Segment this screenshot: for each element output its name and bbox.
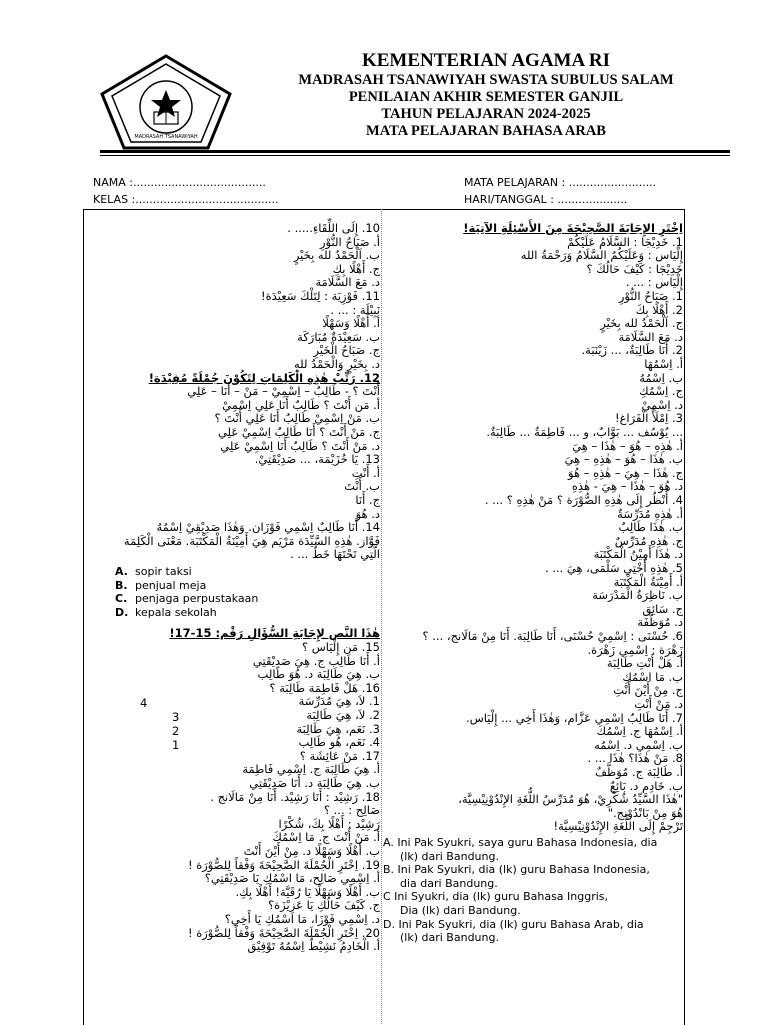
question-line: ج. مِنْ أَيْنَ أَنْتِ [613, 683, 683, 698]
question-line: ج. كَيْفَ حَالُكِ يَا عَزِيْزَة؟ [268, 898, 380, 913]
question-line: 1. لاَ، هِيَ مُدَرِّسَة [298, 694, 380, 709]
option-letter: D. [115, 605, 129, 619]
question-line: د. هٰذَا أَمِيْنُ الْمَكْتَبَة [593, 547, 683, 562]
question-line: إِلْيَاس : وَعَلَيْكُمُ السَّلَامُ وَرَحْمَةُ الله [520, 248, 683, 263]
question-line: د. مُوَظَّفَة [637, 615, 683, 630]
question-line: 3. نَعَم، هِيَ طَالِبَة [296, 721, 380, 736]
question-line: ب. أَهْلًا وَسَهْلًا يَا رُقَيَّة! أَهْلًا بِكِ. [235, 884, 380, 899]
question-line: إِلْيَاس : ... . [625, 275, 683, 290]
question-line: ... يُوْسُف ... بَوَّابٌ، و ... فَاطِمَةُ ... طَالِبَةٌ. [486, 425, 683, 439]
question-line: 12. رَتِّبْ هٰذِهِ الْكَلِمَاتِ لِتَكُوْنَ جُمْلَةً مُفِيْدَة! [148, 370, 380, 385]
question-line: 5. هٰذِهِ أُخْتِي سَلْمَى، هِيَ ... . [544, 561, 683, 575]
header-rule-thick [100, 150, 730, 153]
column-divider [381, 209, 382, 1024]
question-line: ج. أَنَا [355, 493, 380, 507]
question-line: 14. أَنَا طَالِبٌ اِسْمِي فَوْزَان. وَهٰذَا صَدِيْقِيْ اِسْمُهُ [156, 520, 380, 535]
side-number: 1 [172, 738, 180, 752]
question-line: د. اِسْمِيْ [641, 397, 683, 412]
logo-text: MADRASAH TSANAWIYAH [134, 134, 198, 140]
question-line: 4. نَعَم، هُو طَالِب [298, 735, 380, 750]
question-line: ب. نَاظِرَةُ الْمَدْرَسَة [592, 588, 683, 603]
answer-option: B. Ini Pak Syukri, dia (lk) guru Bahasa Indonesia, [383, 863, 650, 877]
question-line: 1. صَبَاحُ النُّوْرِ [618, 289, 683, 303]
answer-option: C Ini Syukri, dia (lk) guru Bahasa Inggris, [383, 890, 609, 904]
question-line: أ. اِسْمِي صَالِح، مَا اسْمُكِ يَا صَدِيْقَتِي؟ [204, 871, 380, 886]
option-text: penjual meja [135, 578, 207, 592]
question-line: ج. أَهْلًا بِكِ [332, 261, 380, 276]
option-text: sopir taksi [135, 565, 192, 578]
side-number: 2 [172, 724, 180, 738]
school-logo [96, 52, 236, 152]
question-line: 15. مَن إِلْيَاس ؟ [302, 640, 380, 654]
answer-option [115, 579, 206, 592]
question-line: ج. مَنْ أَنْتَ ؟ أَنَا طَالِبٌ اِسْمِيْ عَلِي [217, 425, 380, 439]
date-field: HARI/TANGGAL : .................... [464, 193, 628, 206]
question-line: ب. أَهْلًا وَسَهْلًا د. مِنْ أَيْنَ أَنْتَ [243, 844, 380, 858]
question-line: هُوَ مِنْ بَانْدُوْنج." [607, 805, 683, 820]
answer-option [115, 592, 258, 605]
question-line: ب. سَعِيْدَةٌ مُبَارَكَة [297, 329, 380, 344]
question-line: د. اِسْمِي فَوْزَا، مَا اسْمُكِ يَا أَخِي؟ [224, 912, 380, 926]
question-line: أ. صَبَاحُ النُّوْرِ [320, 234, 380, 249]
question-line: 3. اِمْلَأُ الْفَرَاغ! [614, 411, 683, 426]
question-line: 1. خَدِيْجَا : السَّلَامُ عَلَيْكُمْ [567, 234, 683, 249]
question-line: أ. الْخَادِمُ نَشِيْطٌ اِسْمُهُ تَوْفِيْق [247, 939, 380, 954]
question-line: 17. مَنْ عَائِشَة ؟ [299, 748, 380, 763]
question-line: ب. مَا اسْمُكِ [622, 669, 683, 684]
question-line: د. هُوَ [355, 506, 380, 521]
question-line: نَبِيْلَة : ... . [330, 302, 380, 317]
question-line: ب. مَنْ اِسْمِيْ طَالِبٌ أَنَا عَلِي أَنْتَ ؟ [214, 411, 380, 426]
question-line: ب. خَادِم د. بَائِعٌ [609, 778, 683, 793]
question-line: ب. هٰذَا – هُوَ – هٰذِهِ – هِيَ [564, 452, 683, 467]
question-line: أَنْتَ ؟ - طَالِبٌ – اِسْمِيْ – مَنْ – أَنَا – عَلِي [187, 384, 380, 399]
header-rule-thin [100, 155, 730, 156]
question-line: ج. صَبَاحُ الْخَيْرِ [313, 343, 380, 358]
question-line: ج. اِسْمُكِ [639, 384, 683, 399]
question-line: 16. هَلْ فَاطِمَة طَالِبَة ؟ [269, 680, 380, 695]
question-line: أ. مَنْ أَنْتَ ج. مَا اِسْمُكَ [272, 830, 380, 845]
question-line: ب. هِيَ طَالِبَة د. أَنَا صَدِيْقَتِي [249, 776, 380, 790]
question-line: أ. أَنَا طَالِب ج. هِيَ صَدِيْقَتِي [252, 653, 380, 668]
section-instruction: هٰذَا النَّص لِإِجَابَةِ السُّؤَالِ رَقْم: 15-17! [169, 626, 380, 641]
class-field: KELAS :......................................... [93, 193, 279, 206]
question-line: 2. لاَ، هِيَ طَالِبَة [306, 708, 380, 722]
question-line: أ. أَمِيْنَةُ الْمَكْتَبَة [613, 574, 683, 589]
org-title: KEMENTERIAN AGAMA RI [361, 50, 611, 71]
question-line: زَهْرَة : اِسْمِي زَهْرَة. [587, 642, 683, 657]
answer-option [115, 606, 217, 619]
question-line: 6. حُسْنَى : اِسْمِيْ حُسْنَى، أَنَا طَالِبَة. أَنَا مِنْ مَالَانج، ... ؟ [422, 629, 683, 643]
question-line: د. مَعَ السَّلَامَة [315, 275, 380, 290]
question-line: الَّتِي تَحْتَهَا خَطٌ ... . [290, 547, 380, 562]
side-number: 3 [172, 710, 180, 724]
question-line: ج. اَلْحَمْدُ لله بِخَيْرٍ [600, 316, 683, 331]
question-line: ج. هٰذَا – هِيَ – هٰذِهِ – هُوَ [568, 465, 683, 480]
question-line: أ. هٰذِهِ مُدَرِّسَةٌ [617, 506, 683, 521]
question-line: ب. اِسْمُهُ [639, 370, 683, 385]
question-line: ج. هٰذِهِ مُدَرِّسٌ [614, 533, 683, 548]
option-text: kepala sekolah [135, 605, 217, 619]
question-line: "هٰذَا السَّيِّدُ شُكْرِيْ، هُوَ مُدَرِّسُ اللُّغَةِ الإِنْدُوْنِيْسِيَّة، [458, 792, 683, 807]
question-line: أ. أَهْلًا وَسَهْلًا [322, 316, 380, 331]
school-year: TAHUN PELAJARAN 2024-2025 [381, 106, 591, 122]
question-line: خَدِيْجَا : كَيْفَ حَالُكَ ؟ [586, 261, 683, 276]
question-line: د. مَنْ أَنْتَ ؟ طَالِبٌ أَنَا اِسْمِيْ عَلِي [220, 438, 380, 453]
question-line: 4. أُنْظُر إِلَى هٰذِهِ الصُّوْرَة ؟ مَنْ هٰذِهِ ؟ ... . [484, 493, 683, 507]
answer-option: dia dari Bandung. [400, 876, 498, 890]
question-line: أ. اِسْمُهَا [644, 357, 683, 371]
name-field: NAMA :...................................... [93, 176, 266, 189]
question-line: ب. أَنْتَ [344, 479, 380, 494]
option-letter: C. [115, 592, 128, 606]
exam-name: PENILAIAN AKHIR SEMESTER GANJIL [348, 89, 624, 105]
question-line: أ. أَنْتِ [351, 465, 380, 480]
question-line: أ. اِسْمُهَا ج. اِسْمُكَ [596, 724, 683, 739]
question-line: أ. هِيَ طَالِبَة ج. اِسْمِي فَاطِمَة [242, 762, 380, 777]
question-line: 10. إِلَى اللِّقَاءِ..... . [287, 221, 380, 235]
question-line: ب. هِيَ طَالِبَة د. هُوَ طَالِب [257, 667, 380, 682]
school-name: MADRASAH TSANAWIYAH SWASTA SUBULUS SALAM [298, 72, 674, 88]
question-line: د. مَنْ أَنْتِ [634, 697, 683, 711]
answer-option [115, 565, 192, 578]
question-line: 13. يَا خُزَيْمَة، ... صَدِيْقَتِيْ. [254, 452, 380, 467]
question-line: صَالِح : ... ؟ [323, 803, 380, 818]
question-line: د. بِخَيْرٍ وَالْحَمْدُ لله [293, 357, 380, 371]
option-letter: B. [115, 578, 128, 592]
answer-option: D. Ini Pak Syukri, dia (lk) guru Bahasa Arab, dia [383, 917, 644, 931]
question-line: ب. هٰذَا طَالِبٌ [618, 520, 683, 535]
answer-option: A. Ini Pak Syukri, saya guru Bahasa Indonesia, dia [383, 836, 658, 849]
side-number: 4 [140, 696, 148, 710]
subject-title: MATA PELAJARAN BAHASA ARAB [366, 123, 606, 139]
answer-option: (lk) dari Bandung. [400, 849, 499, 863]
question-line: 2. أَنَا طَالِبَةٌ، ... زَيْنَبَة. [581, 343, 683, 358]
question-line: رَشِيْد : أَهْلًا بِكَ، شُكْرًا [278, 816, 380, 831]
option-text: penjaga perpustakaan [135, 592, 259, 606]
question-line: أ. مَن أَنْتَ ؟ طَالِبٌ أَنَا عَلِي اِسْمِيْ [222, 397, 380, 412]
question-line: 18. رَشِيْد : أَنَا رَشِيْد. أَنَا مِنْ مَالَانج . [210, 789, 380, 804]
question-line: 20. اِخْتَرِ الْجُمْلَةَ الصَّحِيْحَةَ وَفْقاً لِلصُّوْرَة ! [187, 925, 380, 940]
question-line: أ. هٰذِهِ – هُوَ – هٰذَا – هِيَ [572, 438, 683, 453]
question-line: أ. هَلْ أَنْتِ طَالِبَة [606, 656, 683, 671]
question-line: ب. اَلْحَمْدُ لله بِخَيْرٍ [293, 248, 380, 263]
section-instruction: اِخْتَرِ الإِجَابَةَ الصَّحِيْحَةَ مِنَ الأَسْئِلَةِ الآتِيَة! [463, 221, 683, 235]
question-line: 19. اِخْتَرِ الْجُمْلَةَ الصَّحِيْحَةَ وَفْقاً لِلصُّوْرَة ! [187, 857, 380, 872]
question-line: تَرْجِمْ إِلَى اللُّغَةِ الإِنْدُوْنِيْسِيَّة! [553, 819, 683, 834]
question-line: 7. أَنَا طَالِبٌ اِسْمِي عَزَّام، وَهٰذَا أَخِي ... إِلْيَاس. [466, 710, 683, 725]
question-line: 8. مَنْ هٰذَا؟ هٰذَا ... . [587, 751, 683, 766]
question-line: فَوَّاز. هٰذِهِ السَّيِّدَة مَرْيَم هِيَ أَمِيْنَةُ الْمَكْتَبَة. مَعْنَى الْكَلِمَة [123, 533, 380, 548]
question-line: د. هُوَ – هٰذَا – هِيَ - هٰذِهِ [571, 479, 683, 494]
answer-option: Dia (lk) dari Bandung. [400, 904, 521, 917]
subject-field: MATA PELAJARAN : ......................... [464, 176, 657, 189]
question-line: ب. اِسْمِي د. اِسْمُه [594, 737, 683, 752]
answer-option: (lk) dari Bandung. [400, 931, 499, 945]
question-line: ج. سَائِق [642, 601, 683, 616]
question-line: أ. طَالِبَة ج. مُوَظَّفٌ [595, 765, 683, 779]
question-line: د. مَعَ السَّلَامَة [618, 329, 683, 344]
question-line: 11. فَوْزِيَة : لِتَلْكَ سَعِيْدَة! [261, 289, 380, 303]
option-letter: A. [115, 565, 128, 578]
question-line: 2. أَهْلًا بِكَ [635, 302, 683, 317]
